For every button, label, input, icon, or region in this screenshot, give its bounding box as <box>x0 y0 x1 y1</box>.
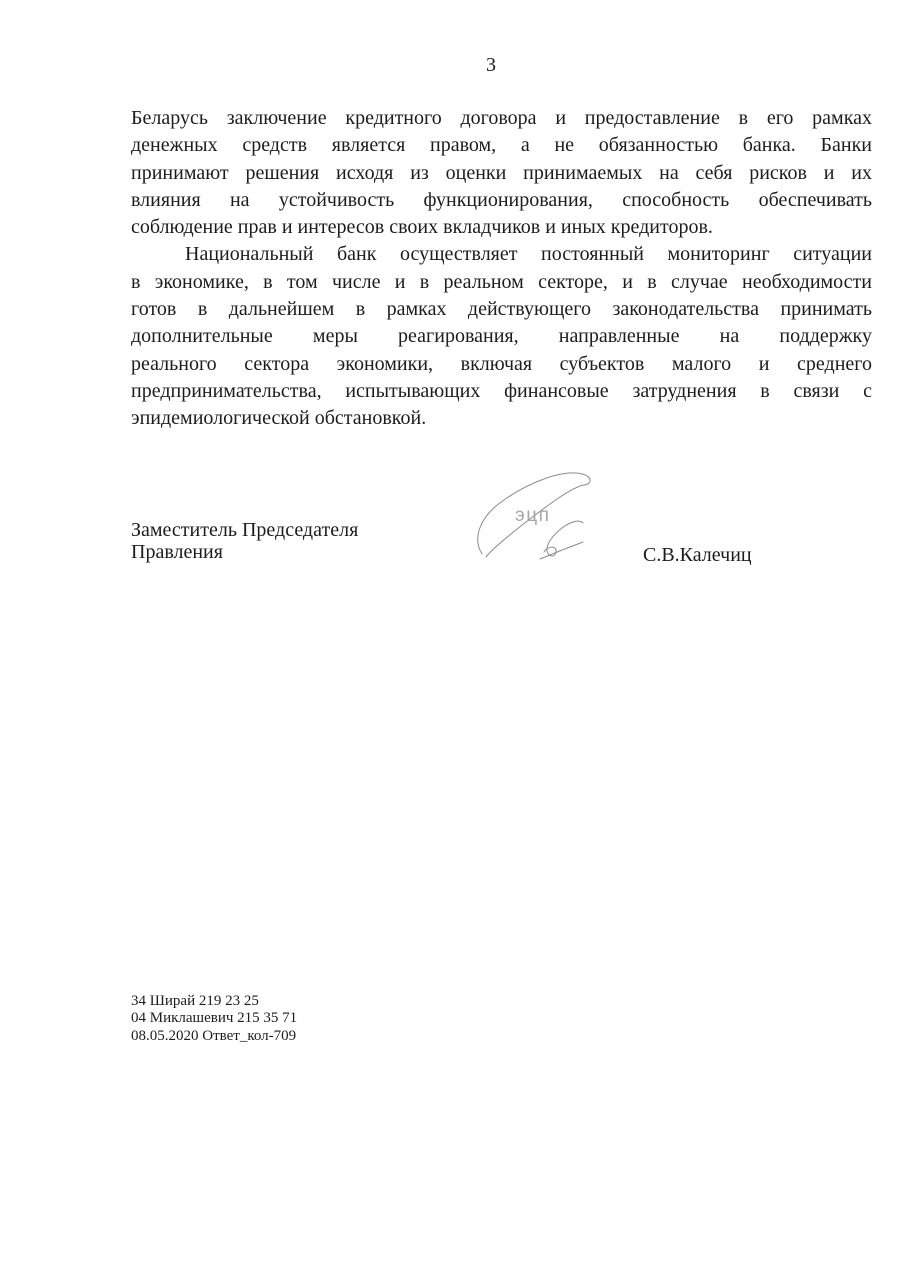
signer-title-line-2: Правления <box>131 540 223 563</box>
letter-body <box>131 105 872 433</box>
footer-line: 04 Миклашевич 215 35 71 <box>131 1010 298 1027</box>
footer-line: 08.05.2020 Ответ_кол-709 <box>131 1027 297 1044</box>
footer-executor-info <box>131 993 297 1045</box>
text-line: влияния на устойчивость функционирования, способность обеспечивать <box>131 188 872 211</box>
paragraph-2 <box>131 241 872 432</box>
signer-name: С.В.Калечиц <box>643 544 752 566</box>
text-line: принимают решения исходя из оценки принимаемых на себя рисков и их <box>131 161 872 184</box>
signer-title-line-1: Заместитель Председателя <box>131 519 359 541</box>
text-line: дополнительные меры реагирования, направленные на поддержку <box>131 325 872 348</box>
text-line: в экономике, в том числе и в реальном секторе, и в случае необходимости <box>131 270 872 293</box>
text-line: Национальный банк осуществляет постоянный мониторинг ситуации <box>185 243 872 266</box>
page-number: 3 <box>486 54 496 76</box>
text-line: реального сектора экономики, включая субъектов малого и среднего <box>131 352 872 375</box>
digital-signature-stamp-label: эцп <box>515 505 551 526</box>
text-line: соблюдение прав и интересов своих вкладчиков и иных кредиторов. <box>131 216 713 239</box>
text-line: Беларусь заключение кредитного договора и предоставление в его рамках <box>131 107 872 129</box>
signer-title <box>131 520 358 563</box>
footer-line: 34 Ширай 219 23 25 <box>131 993 259 1009</box>
text-line: эпидемиологической обстановкой. <box>131 407 427 430</box>
text-line: готов в дальнейшем в рамках действующего законодательства принимать <box>131 298 872 321</box>
text-line: денежных средств является правом, а не обязанностью банка. Банки <box>131 134 872 157</box>
paragraph-1 <box>131 105 872 241</box>
text-line: предпринимательства, испытывающих финансовые затруднения в связи с <box>131 379 872 402</box>
